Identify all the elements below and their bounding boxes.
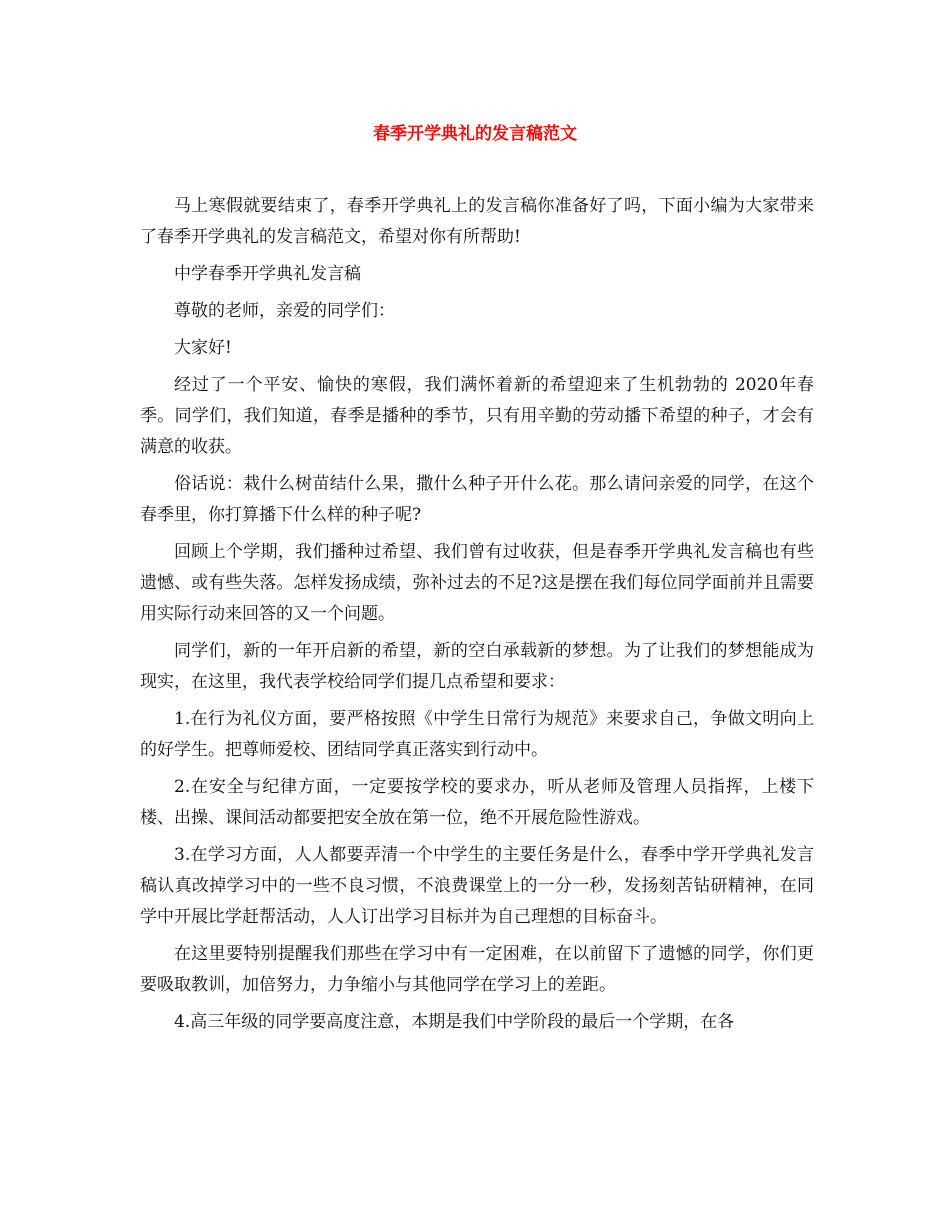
- paragraph-intro: 马上寒假就要结束了，春季开学典礼上的发言稿你准备好了吗，下面小编为大家带来了春季开学典礼的发言稿范文，希望对你有所帮助!: [140, 196, 814, 247]
- document-body: [140, 191, 814, 1044]
- paragraph-review: 回顾上个学期，我们播种过希望、我们曾有过收获，但是春季开学典礼发言稿也有些遗憾、或有些失落。怎样发扬成绩，弥补过去的不足?这是摆在我们每位同学面前并且需要用实际行动来回答的又一个问题。: [140, 542, 814, 624]
- paragraph-greeting: 大家好!: [174, 338, 232, 358]
- document-title: 春季开学典礼的发言稿范文: [373, 124, 577, 144]
- paragraph-salutation: 尊敬的老师，亲爱的同学们：: [174, 301, 395, 321]
- paragraph-reminder: 在这里要特别提醒我们那些在学习中有一定困难，在以前留下了遗憾的同学，你们更要吸取教训，加倍努力，力争缩小与其他同学在学习上的差距。: [140, 944, 814, 995]
- paragraph-proverb: 俗话说：栽什么树苗结什么果，撒什么种子开什么花。那么请问亲爱的同学，在这个春季里，你打算播下什么样的种子呢?: [140, 474, 814, 525]
- paragraph-item-4: 4.高三年级的同学要高度注意，本期是我们中学阶段的最后一个学期，在各: [174, 1012, 735, 1032]
- paragraph-item-3: 3.在学习方面，人人都要弄清一个中学生的主要任务是什么，春季中学开学典礼发言稿认真改掉学习中的一些不良习惯，不浪费课堂上的一分一秒，发扬刻苦钻研精神，在同学中开展比学赶帮活动，人人订出学习目标并为自己理想的目标奋斗。: [140, 845, 814, 927]
- paragraph-item-1: 1.在行为礼仪方面，要严格按照《中学生日常行为规范》来要求自己，争做文明向上的好学生。把尊师爱校、团结同学真正落实到行动中。: [140, 709, 814, 760]
- paragraph-hopes: 同学们，新的一年开启新的希望，新的空白承载新的梦想。为了让我们的梦想能成为现实，在这里，我代表学校给同学们提几点希望和要求：: [140, 641, 814, 692]
- paragraph-item-2: 2.在安全与纪律方面，一定要按学校的要求办，听从老师及管理人员指挥，上楼下楼、出操、课间活动都要把安全放在第一位，绝不开展危险性游戏。: [140, 777, 814, 828]
- paragraph-subtitle: 中学春季开学典礼发言稿: [174, 264, 361, 284]
- paragraph-spring: 经过了一个平安、愉快的寒假，我们满怀着新的希望迎来了生机勃勃的 2020年春季。同学们，我们知道，春季是播种的季节，只有用辛勤的劳动播下希望的种子，才会有满意的收获。: [140, 375, 814, 457]
